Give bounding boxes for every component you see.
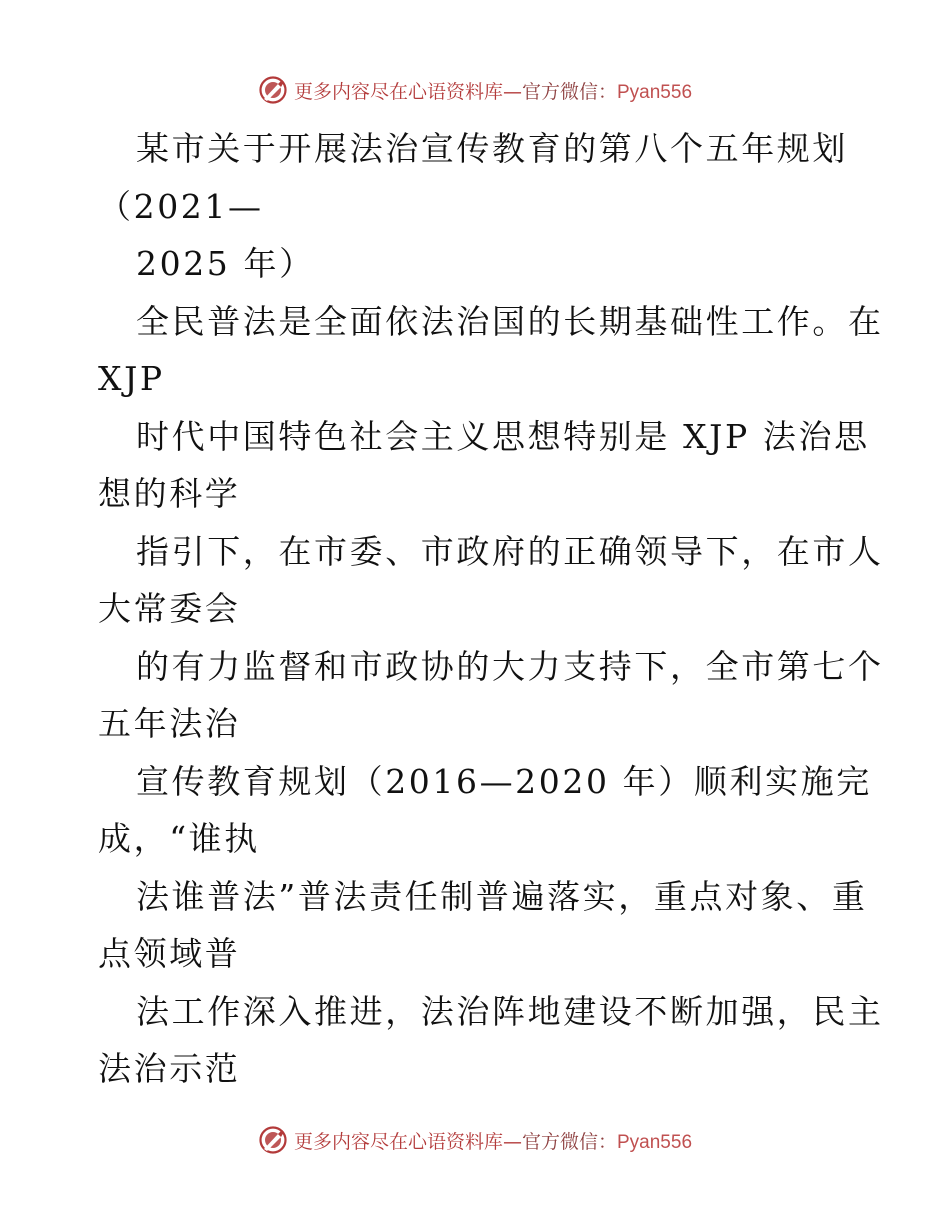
document-line: 大常委会 [98,589,241,628]
document-line: 法谁普法”普法责任制普遍落实，重点对象、重 [136,876,868,916]
banner-text [294,1127,692,1154]
pen-logo-icon [258,75,288,105]
document-line: XJP [98,359,165,398]
document-line: 宣传教育规划（2016—2020 年）顺利实施完 [136,761,872,801]
banner-text [294,77,692,104]
banner-separator: — [502,80,522,103]
banner-separator: — [502,1130,522,1153]
header-banner [0,70,950,110]
banner-wechat-label: 官方微信： [521,1130,617,1153]
document-line: 五年法治 [98,704,241,743]
document-line: 法治示范 [98,1049,241,1088]
banner-site-text: 更多内容尽在心语资料库 [293,1130,503,1153]
document-line: 时代中国特色社会主义思想特别是 XJP 法治思 [136,416,870,456]
document-line: 点领域普 [98,934,241,973]
document-line: 的有力监督和市政协的大力支持下，全市第七个 [136,646,884,686]
document-line: （2021— [98,186,264,226]
banner-wechat-id: Pyan556 [617,81,693,103]
document-line: 2025 年） [136,244,315,283]
document-line: 想的科学 [98,474,241,513]
banner-wechat-label: 官方微信： [521,80,617,103]
document-line: 成，“谁执 [98,819,260,858]
document-line: 全民普法是全面依法治国的长期基础性工作。在 [136,301,884,341]
footer-banner [0,1120,950,1160]
banner-site-text: 更多内容尽在心语资料库 [293,80,503,103]
pen-logo-icon [258,1125,288,1155]
document-line: 某市关于开展法治宣传教育的第八个五年规划 [136,129,848,168]
banner-wechat-id: Pyan556 [617,1131,693,1153]
document-line: 指引下，在市委、市政府的正确领导下，在市人 [136,531,884,571]
document-line: 法工作深入推进，法治阵地建设不断加强，民主 [136,991,884,1031]
document-body [98,120,884,1098]
